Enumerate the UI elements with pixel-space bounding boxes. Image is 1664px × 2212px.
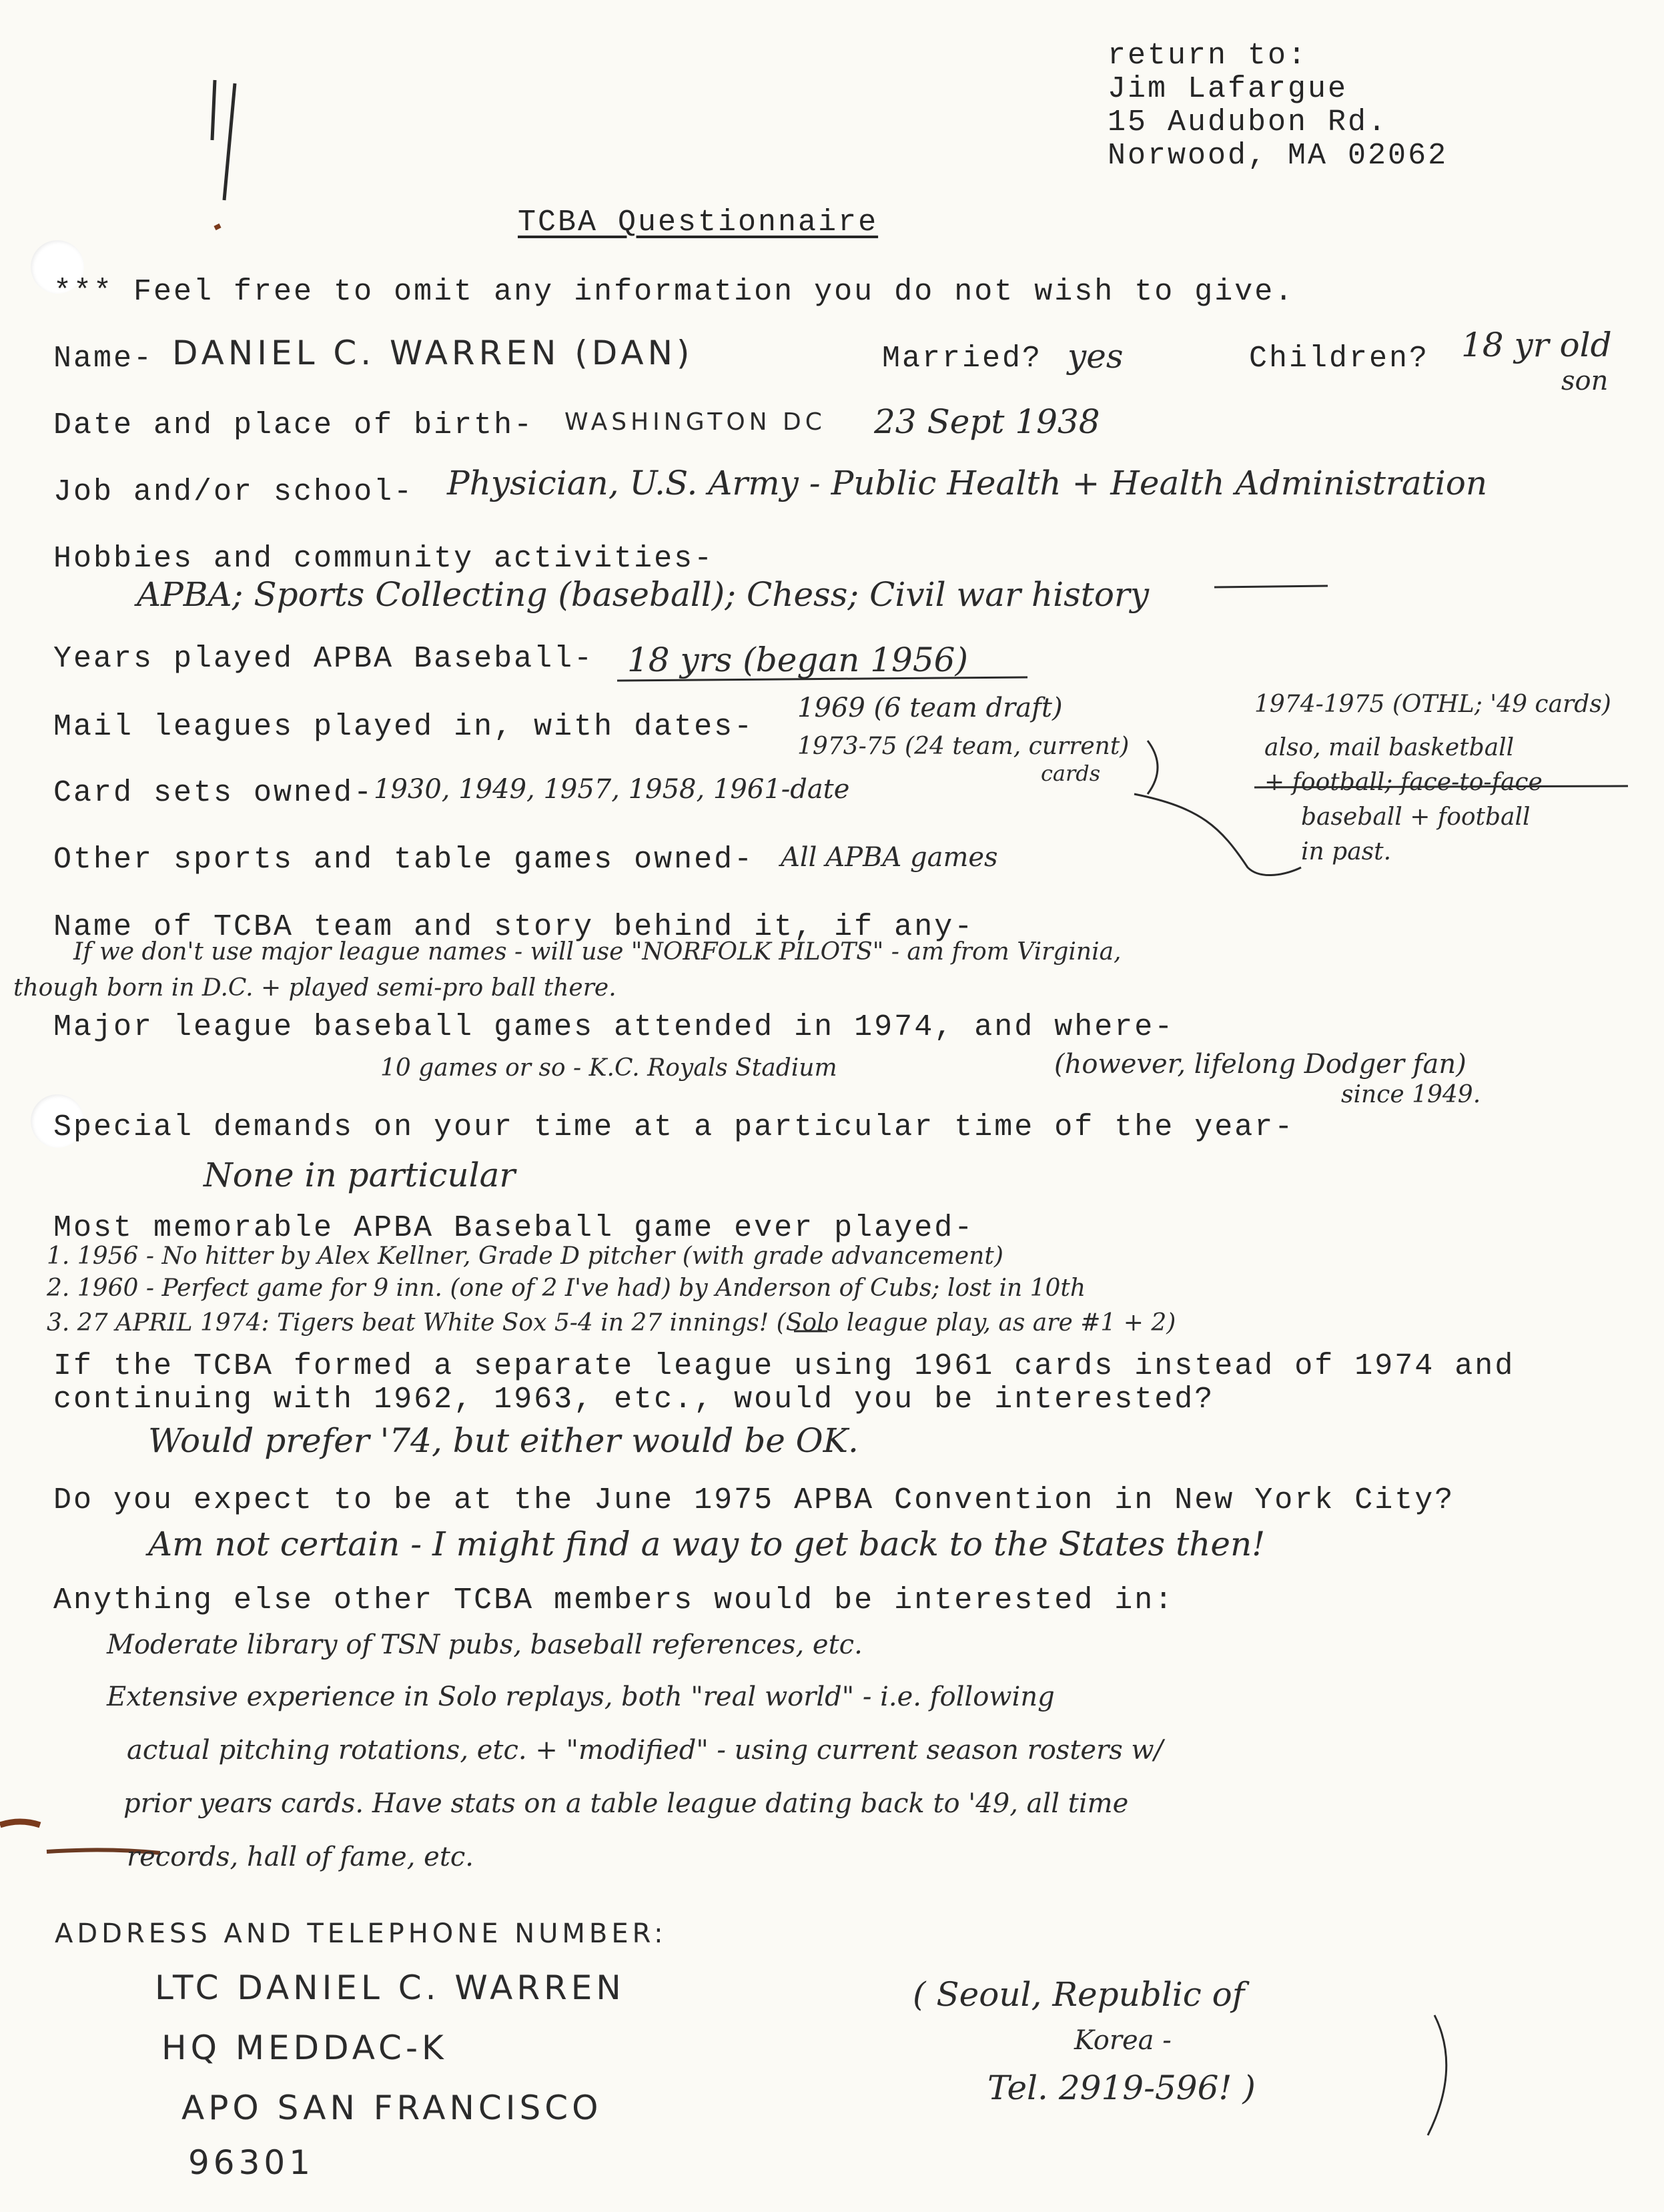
location-bracket bbox=[1428, 2015, 1446, 2135]
address-line-4: 96301 bbox=[188, 2143, 315, 2182]
years-label: Years played APBA Baseball- bbox=[53, 642, 594, 676]
games-value: 10 games or so - K.C. Royals Stadium bbox=[380, 1054, 837, 1082]
return-street: 15 Audubon Rd. bbox=[1108, 105, 1388, 139]
intro-note: *** Feel free to omit any information you do not wish to give. bbox=[53, 275, 1295, 309]
team-label: Name of TCBA team and story behind it, if any- bbox=[53, 910, 975, 944]
team-value-2: though born in D.C. + played semi-pro ball there. bbox=[13, 974, 616, 1002]
mail-connector bbox=[1134, 794, 1301, 875]
pen-mark-rust-left bbox=[0, 1822, 40, 1825]
memorable-item-1: 1. 1956 - No hitter by Alex Kellner, Grade D pitcher (with grade advancement) bbox=[47, 1242, 1003, 1270]
address-label: ADDRESS AND TELEPHONE NUMBER: bbox=[55, 1918, 667, 1949]
children-label: Children? bbox=[1249, 342, 1430, 376]
mail-note-1: 1974-1975 (OTHL; '49 cards) bbox=[1254, 691, 1611, 718]
birth-place: WASHINGTON DC bbox=[564, 408, 826, 436]
team-value-1: If we don't use major league names - will use "NORFOLK PILOTS" - am from Virginia, bbox=[73, 938, 1122, 966]
anything-line-2: Extensive experience in Solo replays, both "real world" - i.e. following bbox=[107, 1682, 1055, 1712]
married-value: yes bbox=[1068, 337, 1124, 376]
page-title: TCBA Questionnaire bbox=[518, 206, 879, 240]
pen-mark-top-left-2 bbox=[224, 83, 235, 200]
special-value: None in particular bbox=[203, 1156, 516, 1194]
anything-line-4: prior years cards. Have stats on a table league dating back to '49, all time bbox=[123, 1788, 1129, 1819]
hobbies-value: APBA; Sports Collecting (baseball); Chess; Civil war history bbox=[137, 575, 1150, 614]
hobbies-label: Hobbies and community activities- bbox=[53, 542, 715, 576]
name-value: DANIEL C. WARREN (DAN) bbox=[172, 334, 694, 372]
address-line-3: APO SAN FRANCISCO bbox=[181, 2089, 602, 2127]
job-label: Job and/or school- bbox=[53, 475, 414, 509]
birth-date: 23 Sept 1938 bbox=[874, 402, 1100, 441]
convention-label: Do you expect to be at the June 1975 APBA Convention in New York City? bbox=[53, 1483, 1455, 1517]
return-city: Norwood, MA 02062 bbox=[1108, 139, 1448, 173]
other-label: Other sports and table games owned- bbox=[53, 843, 755, 877]
mail-note-3: + football; face-to-face bbox=[1264, 769, 1543, 796]
anything-line-5: records, hall of fame, etc. bbox=[127, 1842, 474, 1872]
anything-line-3: actual pitching rotations, etc. + "modified" - using current season rosters w/ bbox=[127, 1735, 1164, 1766]
mail-value-1: 1969 (6 team draft) bbox=[797, 693, 1063, 723]
mail-value-2: 1973-75 (24 team, current) bbox=[797, 733, 1130, 760]
league-label-1: If the TCBA formed a separate league using 1961 cards instead of 1974 and bbox=[53, 1349, 1515, 1383]
job-value: Physician, U.S. Army - Public Health + Health Administration bbox=[447, 464, 1488, 502]
memorable-label: Most memorable APBA Baseball game ever played- bbox=[53, 1211, 975, 1245]
children-value-1: 18 yr old bbox=[1461, 326, 1612, 364]
married-label: Married? bbox=[882, 342, 1043, 376]
anything-line-1: Moderate library of TSN pubs, baseball references, etc. bbox=[107, 1629, 863, 1660]
mail-value-3: cards bbox=[1041, 761, 1101, 786]
cards-label: Card sets owned- bbox=[53, 776, 374, 810]
children-value-2: son bbox=[1561, 366, 1609, 396]
convention-value: Am not certain - I might find a way to get back to the States then! bbox=[148, 1525, 1266, 1563]
mail-note-2: also, mail basketball bbox=[1264, 734, 1515, 761]
anything-label: Anything else other TCBA members would be interested in: bbox=[53, 1583, 1175, 1617]
special-label: Special demands on your time at a particular time of the year- bbox=[53, 1110, 1295, 1144]
league-label-2: continuing with 1962, 1963, etc., would you be interested? bbox=[53, 1383, 1215, 1417]
games-note-1: (however, lifelong Dodger fan) bbox=[1054, 1049, 1467, 1080]
cards-value: 1930, 1949, 1957, 1958, 1961-date bbox=[374, 774, 850, 805]
birth-label: Date and place of birth- bbox=[53, 408, 534, 442]
games-label: Major league baseball games attended in 1974, and where- bbox=[53, 1010, 1175, 1044]
mail-note-5: in past. bbox=[1301, 838, 1392, 865]
return-name: Jim Lafargue bbox=[1108, 72, 1348, 106]
return-to-label: return to: bbox=[1108, 39, 1308, 73]
address-line-1: LTC DANIEL C. WARREN bbox=[155, 1968, 625, 2007]
address-line-2: HQ MEDDAC-K bbox=[161, 2029, 448, 2067]
games-note-2: since 1949. bbox=[1341, 1081, 1481, 1108]
mail-label: Mail leagues played in, with dates- bbox=[53, 710, 755, 744]
name-label: Name- bbox=[53, 342, 154, 376]
memorable-item-3: 3. 27 APRIL 1974: Tigers beat White Sox 5-4 in 27 innings! (Solo league play, as are #1 + 2) bbox=[47, 1309, 1176, 1337]
memorable-item-2: 2. 1960 - Perfect game for 9 inn. (one of 2 I've had) by Anderson of Cubs; lost in 10th bbox=[47, 1274, 1086, 1302]
league-value: Would prefer '74, but either would be OK. bbox=[148, 1421, 859, 1460]
mail-bracket bbox=[1148, 741, 1158, 794]
pen-mark-rust-dot bbox=[215, 226, 220, 228]
mail-note-4: baseball + football bbox=[1301, 803, 1531, 831]
years-value: 18 yrs (began 1956) bbox=[627, 641, 968, 679]
location-line-2: Korea - bbox=[1074, 2025, 1172, 2056]
location-line-3: Tel. 2919-596! ) bbox=[987, 2069, 1256, 2107]
pen-mark-top-left-1 bbox=[212, 80, 215, 140]
hobbies-underline bbox=[1214, 586, 1328, 587]
location-line-1: ( Seoul, Republic of bbox=[913, 1975, 1245, 2014]
other-value: All APBA games bbox=[781, 842, 998, 873]
